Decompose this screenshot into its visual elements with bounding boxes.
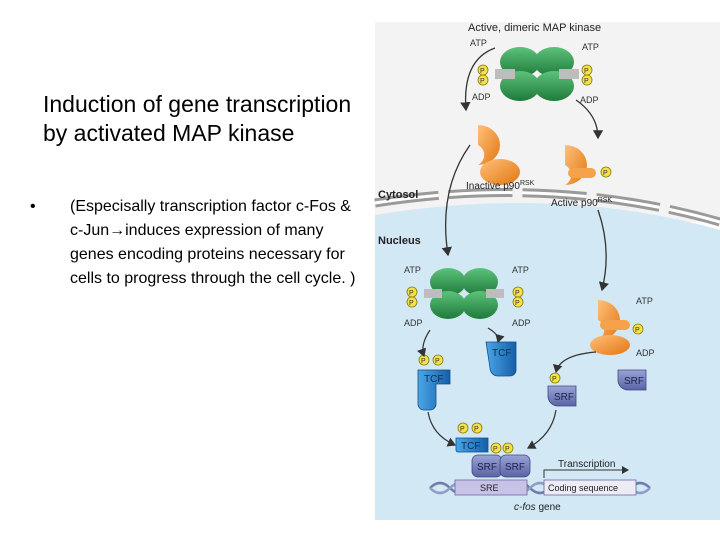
phosphate-label: P [474, 426, 479, 433]
gene-label [514, 502, 561, 513]
srf-label: SRF [505, 462, 525, 473]
nucleus-label: Nucleus [378, 235, 421, 247]
phosphate-label: P [480, 68, 485, 75]
inactive-p90-text: Inactive p90 [466, 181, 520, 192]
atp-label: ATP [512, 265, 529, 275]
cytosol-label: Cytosol [378, 189, 419, 201]
phosphate-label: P [552, 376, 557, 383]
phosphate-label: P [515, 290, 520, 297]
transcription-label: Transcription [558, 459, 616, 470]
srf-label: SRF [554, 392, 574, 403]
phosphate-label: P [435, 358, 440, 365]
phosphate-label: P [480, 78, 485, 85]
phosphate-label: P [493, 446, 498, 453]
sre-label: SRE [480, 483, 499, 493]
bullet-marker: • [30, 198, 36, 215]
atp-label: ATP [582, 42, 599, 52]
srf-label: SRF [624, 376, 644, 387]
atp-label: ATP [470, 38, 487, 48]
phosphate-label: P [584, 78, 589, 85]
active-mapk-label: Active, dimeric MAP kinase [468, 22, 602, 34]
adp-label: ADP [512, 318, 531, 328]
phosphate-label: P [409, 290, 414, 297]
rsk-superscript: RSK [519, 180, 535, 187]
arrow-icon: → [109, 222, 126, 239]
adp-label: ADP [580, 95, 599, 105]
phosphate-label: P [635, 327, 640, 334]
adp-label: ADP [404, 318, 423, 328]
adp-label: ADP [472, 92, 491, 102]
rsk-superscript: RSK [597, 197, 613, 204]
phosphate-label: P [421, 358, 426, 365]
active-p90-text: Active p90 [551, 198, 598, 209]
phosphate-label: P [460, 426, 465, 433]
slide-title: Induction of gene transcription by activated MAP kinase [43, 91, 352, 146]
atp-label: ATP [636, 296, 653, 306]
phosphate-label: P [603, 170, 608, 177]
bullet-text-end: induces expression of many genes encoding proteins necessary for cells to progress through the cell cycle. ) [70, 222, 356, 287]
tcf-label: TCF [461, 441, 481, 452]
phosphate-label: P [584, 68, 589, 75]
gene-name: c-fos [514, 502, 536, 513]
bullet-text-start: (Especisally transcription factor c-Fos & c-Jun [70, 198, 351, 239]
srf-label: SRF [477, 462, 497, 473]
tcf-label: TCF [492, 348, 512, 359]
gene-suffix: gene [535, 502, 561, 513]
phosphate-label: P [505, 446, 510, 453]
phosphate-label: P [409, 300, 414, 307]
phosphate-label: P [515, 300, 520, 307]
adp-label: ADP [636, 348, 655, 358]
tcf-label: TCF [424, 374, 444, 385]
atp-label: ATP [404, 265, 421, 275]
coding-sequence-label: Coding sequence [548, 483, 619, 493]
